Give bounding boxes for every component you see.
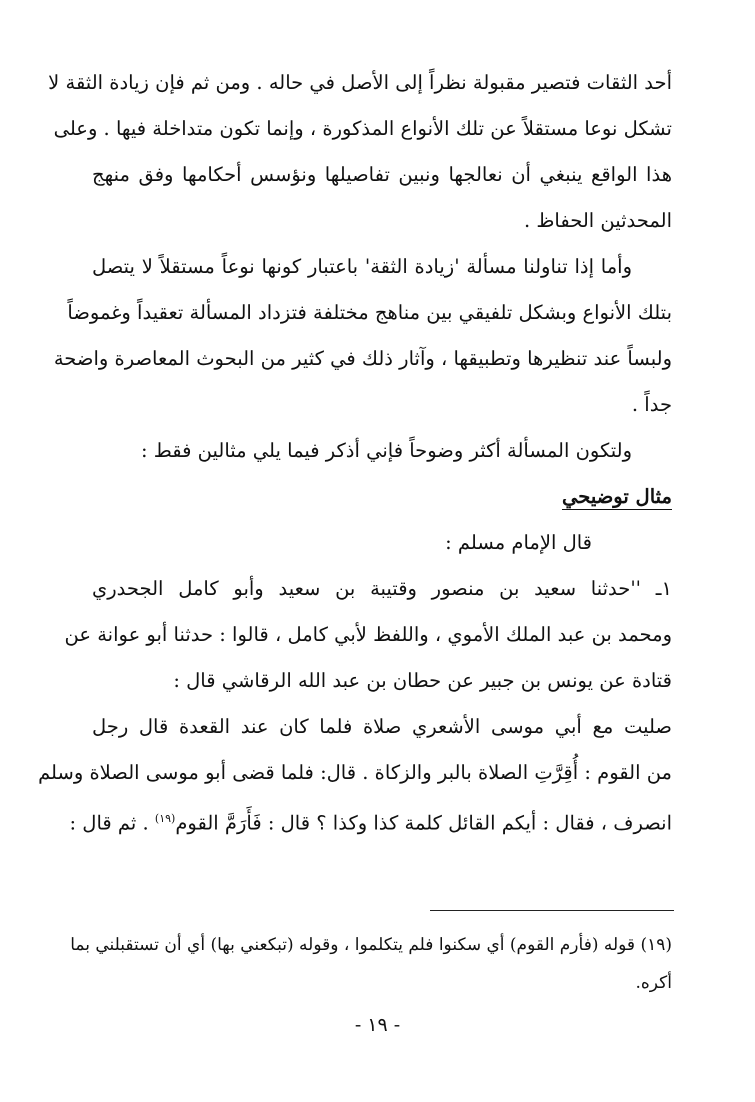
text-line: أحد الثقات فتصير مقبولة نظراً إلى الأصل في حاله . ومن ثم فإن زيادة الثقة لا [48,71,672,94]
text-line: صليت مع أبي موسى الأشعري صلاة فلما كان عند القعدة قال رجل [92,715,672,738]
text-line: ولتكون المسألة أكثر وضوحاً فإني أذكر فيما يلي مثالين فقط : [141,439,632,462]
text-line: وأما إذا تناولنا مسألة 'زيادة الثقة' باعتبار كونها نوعاً مستقلاً لا يتصل [92,255,632,278]
footnote-divider [430,910,674,911]
text-line: بتلك الأنواع وبشكل تلفيقي بين مناهج مختلفة فتزداد المسألة تعقيداً وغموضاً [67,301,672,324]
text-fragment: انصرف ، فقال : أيكم القائل كلمة كذا وكذا ؟ قال : فَأَرَمَّ القوم [175,811,672,835]
text-fragment: . ثم قال : [69,811,149,835]
text-line [69,796,672,842]
page-number: - ١٩ - [354,1014,401,1036]
text-line: المحدثين الحفاظ . [524,209,672,232]
footnote-ref: (١٩) [154,812,176,825]
text-line: تشكل نوعا مستقلاً عن تلك الأنواع المذكورة ، وإنما تكون متداخلة فيها . وعلى [53,117,672,140]
section-heading [92,474,672,520]
text-line: هذا الواقع ينبغي أن نعالجها ونبين تفاصيلها ونؤسس أحكامها وفق منهج [92,163,672,186]
text-line: قال الإمام مسلم : [445,531,592,554]
text-line: قتادة عن يونس بن جبير عن حطان بن عبد الله الرقاشي قال : [173,669,672,692]
heading-text: مثال توضيحي [561,485,672,508]
footnote-line: أكره. [635,973,672,993]
text-line: جداً . [631,393,672,416]
text-line: ١ـ ''حدثنا سعيد بن منصور وقتيبة بن سعيد وأبو كامل الجحدري [92,577,672,600]
text-line: ومحمد بن عبد الملك الأموي ، واللفظ لأبي كامل ، قالوا : حدثنا أبو عوانة عن [64,623,672,646]
text-line: من القوم : أُقِرَّتِ الصلاة بالبر والزكاة . قال: فلما قضى أبو موسى الصلاة وسلم [38,761,672,784]
main-text [38,60,672,842]
footnote-line: (١٩) قوله (فأرم القوم) أي سكنوا فلم يتكلموا ، وقوله (تبكعني بها) أي أن تستقبلني بما [70,935,672,955]
footnote [70,926,672,1002]
text-line: ولبساً عند تنظيرها وتطبيقها ، وآثار ذلك في كثير من البحوث المعاصرة واضحة [53,347,672,370]
